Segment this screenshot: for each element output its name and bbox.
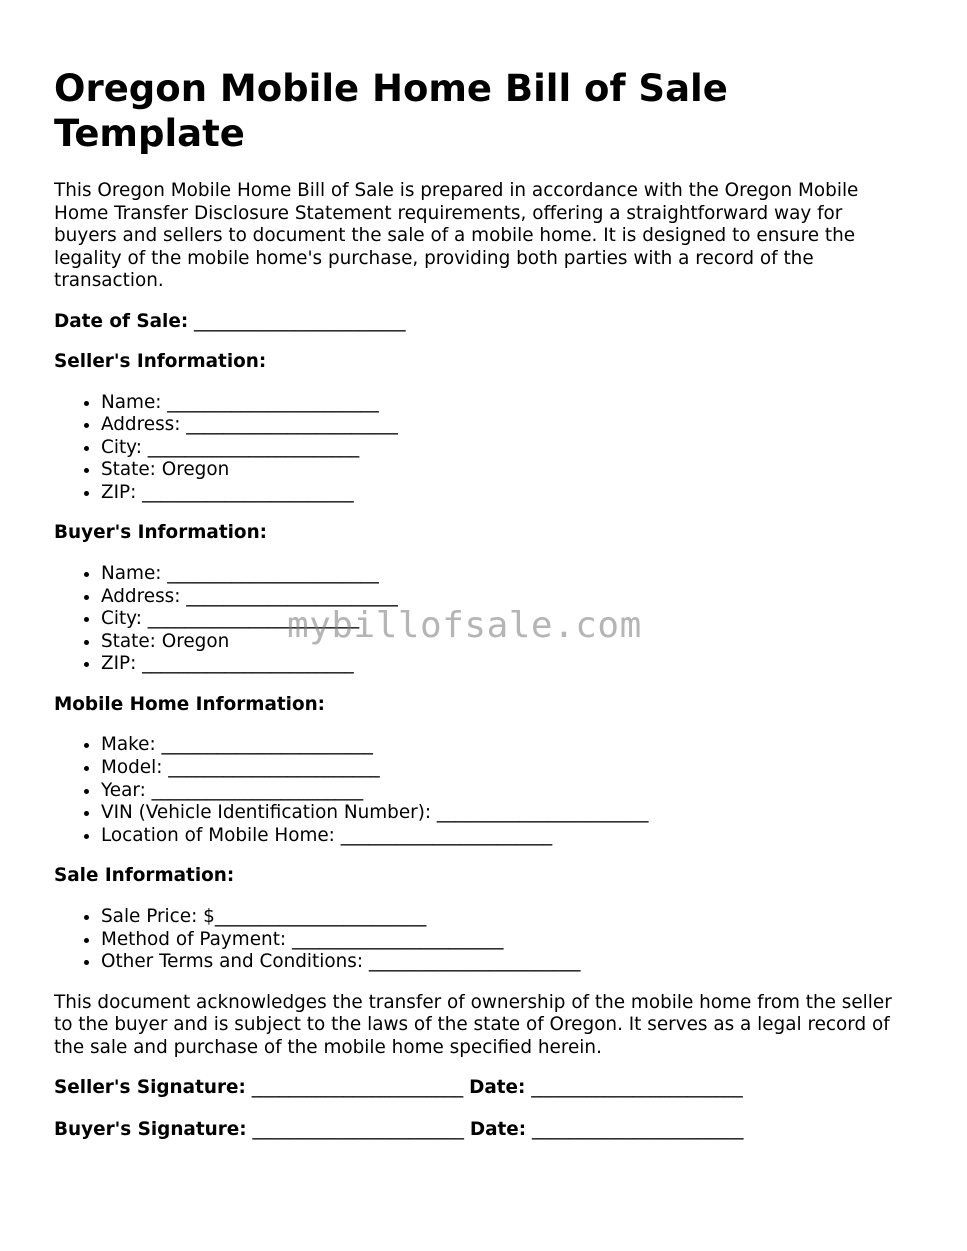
buyer-signature-label: Buyer's Signature: (54, 1118, 247, 1140)
date-of-sale-line (54, 311, 899, 334)
seller-city-item: • City: _______________________ (101, 437, 899, 460)
buyer-address-item: • Address: _______________________ (101, 586, 899, 609)
sale-list (54, 906, 899, 974)
seller-address-item: • Address: _______________________ (101, 414, 899, 437)
seller-signature-blank: _______________________ (251, 1077, 464, 1099)
buyer-zip-item: • ZIP: _______________________ (101, 653, 899, 676)
seller-signature-label: Seller's Signature: (54, 1077, 246, 1099)
seller-heading: Seller's Information: (54, 351, 267, 372)
sale-price-item: • Sale Price: $_______________________ (101, 906, 899, 929)
seller-signature-row (54, 1077, 899, 1100)
model-item: • Model: _______________________ (101, 757, 899, 780)
buyer-heading: Buyer's Information: (54, 522, 268, 544)
buyer-name-item: • Name: _______________________ (101, 563, 899, 586)
seller-state-item: • State: Oregon (101, 459, 899, 482)
seller-list (54, 392, 899, 505)
buyer-city-item: • City: _______________________ (101, 608, 899, 631)
seller-zip-item: • ZIP: _______________________ (101, 482, 899, 505)
make-item: • Make: _______________________ (101, 734, 899, 757)
page-title: Oregon Mobile Home Bill of Sale Template (54, 67, 728, 155)
seller-name-item: • Name: _______________________ (101, 392, 899, 415)
buyer-signature-row (54, 1119, 899, 1142)
mobile-home-list (54, 734, 899, 847)
buyer-signature-blank: _______________________ (252, 1118, 464, 1140)
location-item: • Location of Mobile Home: _______________________ (101, 825, 899, 848)
buyer-date-label: Date: (469, 1118, 527, 1140)
buyer-date-blank: _______________________ (532, 1118, 744, 1140)
acknowledgement-paragraph: This document acknowledges the transfer of ownership of the mobile home from the seller to the buyer and is subject to the laws of the state of Oregon. It serves as a legal record of the sale and purchase of the mobile home specified herein. (54, 991, 892, 1058)
vin-item: • VIN (Vehicle Identification Number): _______________________ (101, 802, 899, 825)
watermark: mybillofsale.com (287, 605, 642, 646)
intro-paragraph: This Oregon Mobile Home Bill of Sale is prepared in accordance with the Oregon Mobile Home Transfer Disclosure Statement requirements, offering a straightforward way for buyers and sellers to document the sale of a mobile home. It is designed to ensure the legality of the mobile home's purchase, providing both parties with a record of the transaction. (54, 180, 859, 291)
sale-heading: Sale Information: (54, 865, 235, 887)
date-of-sale-label: Date of Sale: (54, 310, 189, 332)
year-item: • Year: _______________________ (101, 780, 899, 803)
seller-date-blank: _______________________ (531, 1077, 743, 1099)
payment-method-item: • Method of Payment: _______________________ (101, 929, 899, 952)
seller-date-label: Date: (469, 1077, 526, 1099)
buyer-state-item: • State: Oregon (101, 631, 899, 654)
other-terms-item: • Other Terms and Conditions: _______________________ (101, 951, 899, 974)
mobile-home-heading: Mobile Home Information: (54, 693, 326, 715)
date-of-sale-blank: _______________________ (194, 310, 406, 332)
